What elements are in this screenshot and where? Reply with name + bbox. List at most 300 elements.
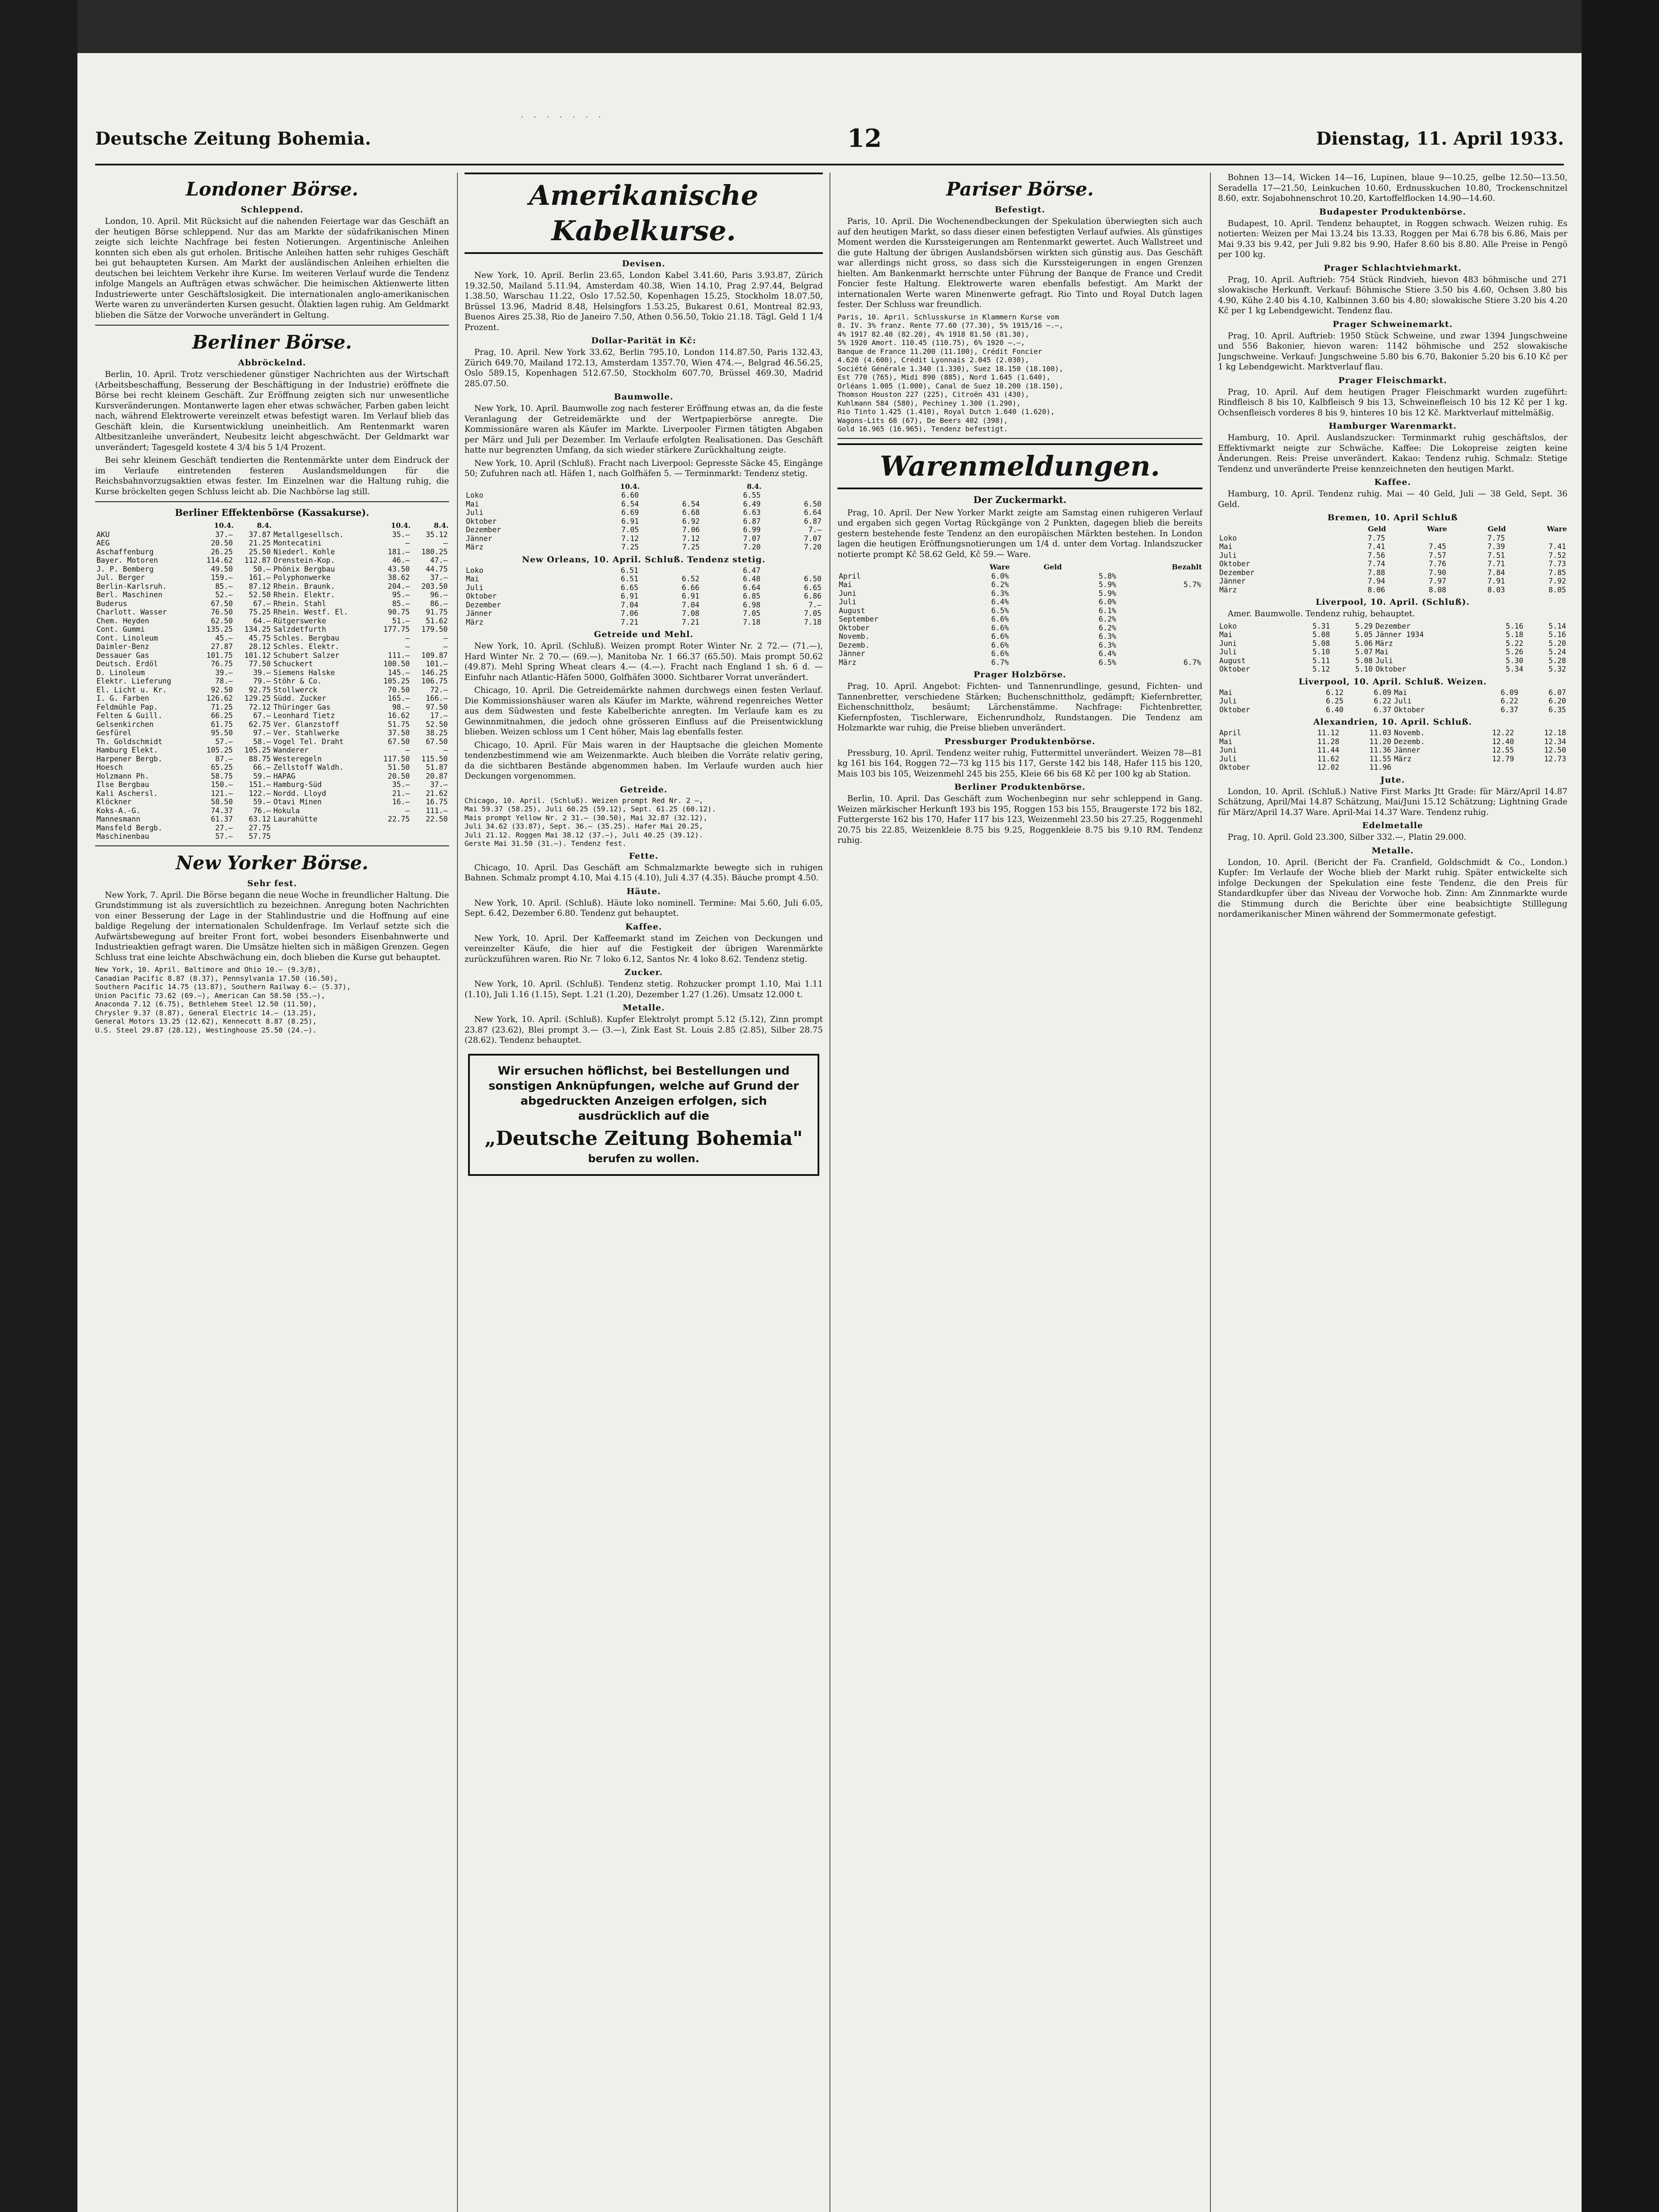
berlin-report: Berlin, 10. April. Trotz verschiedener günstiger Nachrichten aus der Wirtschaft (Arbeitsbeschaffung, Besserung der Beschäftigung in der Industrie) eröffnete die Börse bei recht kleinem Geschäft. Zur Eröffnung zeigten sich nur unwesentliche Kursveränderungen. Montanwerte lagen eher etwas schwächer, Farben gaben leicht nach, während Elektrowerte vereinzelt etwas befestigt waren. Im Verlauf blieb das Geschäft klein, die Kursentwicklung uneinheitlich. Am Rentenmarkt waren Altbesitzanleihe unverändert, Neubesitz leicht abgeschwächt. Der Geldmarkt war unverändert; Tagesgeld kostete 4 3/4 bis 5 1/4 Prozent. — [95, 370, 449, 452]
table-label-cell: August — [1219, 656, 1246, 665]
table-header: 10.4. — [214, 521, 234, 530]
table-value-cell: 7.41 — [1367, 542, 1385, 551]
table-value-cell: 37.50 — [388, 729, 410, 737]
table-row — [837, 658, 1202, 667]
table-label-cell: März — [466, 543, 484, 551]
table-header — [465, 482, 578, 492]
table-value-cell — [1506, 534, 1567, 543]
table-value-cell: 74.37 — [211, 806, 233, 815]
table-row — [95, 755, 449, 764]
pressburg-subheading: Pressburger Produktenbörse. — [944, 736, 1096, 746]
table-value-cell — [1010, 607, 1062, 615]
table-value-cell: 6.2% — [1098, 623, 1117, 632]
table-value-cell: 6.48 — [743, 575, 760, 583]
table-value-cell: 12.34 — [1544, 737, 1566, 746]
table-row — [1218, 568, 1567, 577]
table-value-cell: 12.73 — [1544, 754, 1566, 763]
table-value-cell: 117.50 — [383, 754, 410, 763]
table-label-cell: Juli — [1219, 697, 1237, 705]
newyork-quotes — [95, 965, 449, 1034]
table-label-cell: Jänner 1934 — [1375, 630, 1424, 639]
table-value-cell — [1118, 624, 1202, 633]
table-value-cell: 7.06 — [682, 526, 700, 534]
table-label-cell: Gesfürel — [96, 729, 132, 737]
table-label-cell: Mai — [1394, 688, 1407, 697]
table-label-cell: Dezember — [466, 526, 501, 534]
table-row — [465, 526, 823, 534]
table-value-cell — [762, 566, 823, 575]
table-label-cell: Südd. Zucker — [273, 694, 326, 703]
table-value-cell: 7.04 — [621, 600, 638, 609]
jute-report: London, 10. April. (Schluß.) Native First Marks Jtt Grade: für März/April 14.87 Schätzung, April/Mai 14.87 Schätzung, Mai/Juni 15.12 Schätzung; Lightning Grade für März/April 14.37 Ware. April-Mai 14.37 Ware. Tendenz ruhig. — [1218, 787, 1567, 817]
london-report: London, 10. April. Mit Rücksicht auf die nahenden Feiertage war das Geschäft an der heutigen Börse schleppend. Nur das am Markte der südafrikanischen Minen zeigte sich leichte Nachfrage bei festen Notierungen. Argentinische Anleihen konnten sich eben als gut erholen. Britische Anleihen hatten sehr ruhiges Geschäft bei gut behaupteten Kursen. Am Markt der ausländischen Anleihen erhielten die deutschen bei leichtem Verkehr ihre Kurse. Im weiteren Verlauf wurde die Tendenz infolge Mangels an Aufträgen etwas schwächer. Die heimischen Aktienwerte litten Industriewerte unter Geschäftslosigkeit. Die internationalen anglo-amerikanischen Werte waren zu unveränderten Kursen gesucht. Ölaktien lagen ruhig. Am Geldmarkt blieben die Sätze der Vorwoche unverändert in Geltung. — [95, 217, 449, 320]
table-header — [640, 482, 701, 492]
quote-line: Paris, 10. April. Schlusskurse in Klammern Kurse vom — [837, 312, 1059, 321]
quote-line: Thomson Houston 227 (225), Citroën 431 (430), — [837, 390, 1029, 399]
quote-line: Société Générale 1.340 (1.330), Suez 18.150 (18.100), — [837, 364, 1064, 373]
alexandrien-table — [1218, 729, 1567, 772]
table-row — [1218, 622, 1567, 631]
table-value-cell: 7.21 — [682, 618, 699, 626]
table-label-cell: April — [839, 572, 861, 580]
table-label-cell: Jänner — [839, 649, 865, 658]
table-value-cell: 61.37 — [211, 815, 233, 823]
table-row — [837, 580, 1202, 589]
baumwolle-report-2: New York, 10. April (Schluß). Fracht nach Liverpool: Gepresste Säcke 45, Eingänge 50; Zufuhren nach atl. Häfen 1, nach Golfhäfen 5. — Terminmarkt: Tendenz stetig. — [465, 458, 823, 478]
divider — [95, 501, 449, 502]
quote-line: Gerste Mai 31.50 (31.—). Tendenz fest. — [465, 839, 627, 848]
table-label-cell: Niederl. Kohle — [273, 547, 335, 556]
paris-quotes — [837, 313, 1202, 434]
quote-line: 5% 1920 Amort. 110.45 (110.75), 6% 1920 —.—, — [837, 338, 1025, 347]
liverpool2-table — [1218, 688, 1567, 714]
table-value-cell: 5.31 — [1312, 622, 1330, 630]
table-value-cell: 22.50 — [426, 815, 448, 823]
table-value-cell — [1118, 607, 1202, 615]
table-value-cell: 6.0% — [991, 572, 1009, 580]
table-label-cell: Schubert Salzer — [273, 651, 339, 660]
table-label-cell: Juni — [1219, 639, 1237, 648]
chicago-mais-report: Chicago, 10. April. Für Mais waren in der Hauptsache die gleichen Momente tendenzbestimmend wie am Weizenmarkte. Auch bleiben die Vorräte relativ gering, da die sichtbaren Bestände abgenommen haben. Im Verlaufe wurden auch hier Deckungen vorgenommen. — [465, 740, 823, 781]
table-label-cell: Dezember — [466, 600, 501, 609]
table-value-cell: 8.08 — [1429, 585, 1447, 594]
table-value-cell: 6.35 — [1548, 705, 1566, 714]
table-value-cell — [373, 824, 411, 833]
table-label-cell: Polyphonwerke — [273, 573, 331, 582]
table-value-cell: — — [405, 746, 410, 754]
table-label-cell: Maschinenbau — [96, 832, 150, 841]
table-value-cell: 12.22 — [1492, 729, 1514, 737]
table-value-cell: 51.62 — [426, 616, 448, 625]
table-value-cell: 6.7% — [991, 658, 1009, 667]
table-value-cell: 6.3% — [1098, 632, 1117, 641]
table-row — [1218, 586, 1567, 595]
table-value-cell: 179.50 — [421, 625, 448, 634]
table-value-cell: — — [405, 806, 410, 815]
table-label-cell: Oktober — [466, 592, 497, 600]
table-value-cell: 6.98 — [743, 600, 760, 609]
quote-line: Banque de France 11.200 (11.100), Crédit Foncier — [837, 347, 1042, 356]
table-label-cell: Juni — [1219, 746, 1237, 754]
table-value-cell — [1010, 632, 1062, 641]
table-label-cell: August — [839, 606, 865, 615]
table-value-cell: 5.12 — [1312, 665, 1330, 673]
table-value-cell: 20.87 — [426, 772, 448, 780]
table-label-cell: Mai — [1375, 648, 1389, 656]
table-label-cell: Berlin-Karlsruh. — [96, 582, 167, 591]
table-label-cell: Loko — [1219, 534, 1237, 542]
column-rule-1 — [457, 173, 458, 2212]
table-value-cell — [1463, 763, 1516, 772]
table-label-cell: Mai — [1219, 737, 1233, 746]
table-row — [95, 539, 449, 548]
table-header: 8.4. — [746, 482, 762, 491]
table-value-cell: 7.71 — [1487, 560, 1505, 568]
table-value-cell: 50.— — [253, 565, 271, 573]
table-value-cell: 6.6% — [991, 623, 1009, 632]
table-label-cell: Phönix Bergbau — [273, 565, 335, 573]
table-row — [95, 625, 449, 634]
table-value-cell — [1010, 615, 1062, 624]
table-value-cell: 5.10 — [1312, 648, 1330, 656]
page-number: 12 — [847, 124, 882, 153]
table-value-cell: 12.40 — [1492, 737, 1514, 746]
table-value-cell: 70.50 — [388, 685, 410, 694]
table-label-cell: März — [839, 658, 856, 667]
berlin-heading: Berliner Börse. — [192, 331, 352, 353]
table-value-cell: 5.34 — [1505, 665, 1524, 673]
table-value-cell: 75.25 — [249, 608, 271, 616]
column-2 — [465, 173, 823, 2212]
table-row — [95, 832, 449, 841]
kaffee-subheading: Kaffee. — [1374, 477, 1411, 487]
table-value-cell: 37.— — [215, 530, 233, 539]
advertisement-newspaper-name: „Deutsche Zeitung Bohemia" — [484, 1127, 803, 1150]
table-value-cell: 7.88 — [1367, 568, 1385, 577]
table-value-cell: 6.50 — [804, 575, 822, 583]
table-row — [837, 649, 1202, 658]
table-row — [95, 599, 449, 608]
table-label-cell: Kali Aschersl. — [96, 789, 158, 798]
table-value-cell — [1010, 649, 1062, 658]
table-value-cell: 76.— — [253, 806, 271, 815]
table-row — [95, 694, 449, 703]
holzboerse-report: Prag, 10. April. Angebot: Fichten- und Tannenrundlinge, gesund, Fichten- und Tannenbretter, verschiedene Stärken; Buchenschnittholz, gedämpft; Kiefernbretter, Eichenschnittholz, besäumt; Lärchenstämme. Nachfrage: Fichtenbretter, Kiefernpfosten, Tischlerware, Eichenrundholz, Rundstangen. Die Tendenz am Holzmarkte war ruhig, die Preise blieben unverändert. — [837, 682, 1202, 733]
quote-line: Kuhlmann 584 (580), Pechiney 1.300 (1.290), — [837, 399, 1021, 407]
liverpool-report: Amer. Baumwolle. Tendenz ruhig, behauptet. — [1228, 609, 1415, 618]
table-label-cell: Aschaffenburg — [96, 547, 154, 556]
table-row — [465, 618, 823, 627]
table-value-cell: 6.6% — [991, 641, 1009, 649]
table-value-cell: 97.— — [253, 729, 271, 737]
table-value-cell: 8.03 — [1487, 585, 1505, 594]
table-value-cell: 44.75 — [426, 565, 448, 573]
berlin-produkten-subheading: Berliner Produktenbörse. — [954, 782, 1086, 792]
table-label-cell: Hokula — [273, 806, 300, 815]
baumwolle-subheading: Baumwolle. — [614, 392, 674, 402]
quote-line: 8. IV. 3% franz. Rente 77.60 (77.30), 5% 1915/16 —.—, — [837, 321, 1064, 330]
table-value-cell: 7.08 — [682, 609, 699, 618]
table-value-cell: 95.50 — [211, 729, 233, 737]
table-label-cell: Oktober — [1394, 705, 1425, 714]
hamburg-report: Hamburg, 10. April. Auslandszucker: Terminmarkt ruhig geschäftslos, der Effektivmarkt neigte zur Schwäche. Kaffee: Die Lokopreise zeigten keine Änderungen. Reis: Preise unverändert. Kakao: Tendenz ruhig. Schmalz: Stetige Tendenz und unveränderte Preise kennzeichneten den heutigen Markt. — [1218, 433, 1567, 474]
table-value-cell: — — [405, 642, 410, 651]
table-header: Ware — [1427, 525, 1448, 533]
table-value-cell: 6.52 — [682, 575, 699, 583]
chicago-quotes — [465, 796, 823, 848]
table-row — [95, 668, 449, 677]
table-value-cell — [1515, 763, 1567, 772]
london-heading: Londoner Börse. — [185, 178, 359, 200]
hamburg-subheading: Hamburger Warenmarkt. — [1329, 421, 1457, 431]
table-value-cell: 7.92 — [1548, 577, 1566, 585]
table-value-cell: 5.29 — [1355, 622, 1373, 630]
table-value-cell: 5.05 — [1355, 630, 1373, 639]
newspaper-title: Deutsche Zeitung Bohemia. — [95, 128, 371, 149]
table-label-cell: Mai — [839, 580, 852, 589]
table-value-cell: — — [443, 746, 448, 754]
table-value-cell: 27.75 — [249, 823, 271, 832]
table-value-cell: 7.52 — [1548, 551, 1566, 560]
table-label-cell: D. Linoleum — [96, 668, 145, 677]
table-value-cell: 12.50 — [1544, 746, 1566, 754]
table-label-cell: Dessauer Gas — [96, 651, 150, 660]
table-value-cell: 46.— — [392, 556, 410, 565]
table-value-cell: 6.37 — [1501, 705, 1518, 714]
table-label-cell: Oktober — [1219, 763, 1250, 772]
table-value-cell: 6.2% — [991, 580, 1009, 589]
table-value-cell — [1010, 572, 1062, 581]
kassa-heading: Berliner Effektenbörse (Kassakurse). — [175, 507, 369, 518]
table-value-cell: 58.75 — [211, 772, 233, 780]
table-value-cell: 126.62 — [206, 694, 233, 703]
chicago-report: Chicago, 10. April. Die Getreidemärkte nahmen durchwegs einen festen Verlauf. Die Kommissionshäuser waren als Käufer im Markte, während regenreiches Wetter aus dem Südwesten und feste Kabelberichte anregten. Im Verlaufe kam es zu Gewinnmitnahmen, die jedoch ohne grösseren Einfluss auf die Preisentwicklung blieben. Weizen schloss um 1 Cent höher, Mais lag ebenfalls fester. — [465, 686, 823, 737]
table-label-cell: Otavi Minen — [273, 798, 322, 806]
table-label-cell: Juli — [1219, 648, 1237, 656]
table-row — [465, 517, 823, 526]
table-value-cell: 5.32 — [1548, 665, 1566, 673]
table-row — [95, 548, 449, 557]
edelmetalle-report: Prag, 10. April. Gold 23.300, Silber 332.—, Platin 29.000. — [1228, 833, 1467, 842]
table-label-cell: HAPAG — [273, 772, 296, 780]
table-label-cell: J. P. Bemberg — [96, 565, 154, 573]
table-value-cell: 7.73 — [1548, 560, 1566, 568]
table-value-cell: 65.25 — [211, 763, 233, 772]
table-value-cell: 5.22 — [1505, 639, 1524, 648]
table-value-cell: 114.62 — [206, 556, 233, 565]
table-value-cell: 21.25 — [249, 539, 271, 547]
table-header: Geld — [1044, 563, 1062, 571]
table-header — [837, 562, 953, 572]
table-value-cell: 101.12 — [244, 651, 271, 660]
masthead — [95, 124, 1564, 159]
table-value-cell: 5.07 — [1355, 648, 1373, 656]
table-value-cell: 35.12 — [426, 530, 448, 539]
table-value-cell: 88.75 — [249, 754, 271, 763]
table-value-cell: 63.12 — [249, 815, 271, 823]
table-row — [95, 530, 449, 539]
budapest-subheading: Budapester Produktenbörse. — [1319, 207, 1467, 217]
table-value-cell: 105.25 — [383, 677, 410, 685]
table-label-cell: Stöhr & Co. — [273, 677, 322, 685]
table-value-cell: 52.50 — [249, 591, 271, 599]
table-value-cell: 109.87 — [421, 651, 448, 660]
table-value-cell: 181.— — [388, 547, 410, 556]
table-value-cell: 100.50 — [383, 660, 410, 668]
table-label-cell: Dezemb. — [839, 641, 870, 649]
table-value-cell: 105.25 — [244, 746, 271, 754]
table-value-cell: 5.9% — [1098, 580, 1117, 589]
table-value-cell: 7.07 — [743, 534, 761, 543]
dollar-parity-report: Prag, 10. April. New York 33.62, Berlin 795.10, London 114.87.50, Paris 132.43, Zürich 649.70, Mailand 172.13, Amsterdam 1357.70, Wien 474.—, Belgrad 46.56.25, Oslo 589.15, Kopenhagen 512.67.50, Stockholm 607.70, Brüssel 469.30, Madrid 285.07.50. — [465, 348, 823, 388]
table-row — [465, 543, 823, 552]
table-value-cell: 6.91 — [621, 517, 639, 526]
table-label-cell: Oktober — [1219, 560, 1250, 568]
table-value-cell: 97.50 — [426, 703, 448, 711]
table-row — [1218, 755, 1567, 764]
table-value-cell: 6.64 — [804, 508, 822, 517]
table-label-cell: Ilse Bergbau — [96, 780, 150, 789]
table-value-cell: 6.64 — [743, 583, 760, 592]
table-row — [837, 598, 1202, 607]
table-value-cell: 105.25 — [206, 746, 233, 754]
continued-report: Bohnen 13—14, Wicken 14—16, Lupinen, blaue 9—10.25, gelbe 12.50—13.50, Seradella 17—21.50, Leinkuchen 10.60, Erdnusskuchen 10.80, Trockenschnitzel 8.60, extr. Sojabohnenschrot 10.20, Kartoffelflocken 14.90—14.60. — [1218, 173, 1567, 203]
quote-line: Union Pacific 73.62 (69.—), American Can 58.50 (55.—), — [95, 991, 326, 1000]
table-value-cell: 6.22 — [1374, 697, 1391, 705]
table-label-cell: Oktober — [839, 623, 870, 632]
table-value-cell — [1118, 598, 1202, 607]
table-value-cell: 64.— — [253, 616, 271, 625]
table-label-cell: Oktober — [466, 517, 497, 526]
table-value-cell: 7.12 — [621, 534, 639, 543]
table-value-cell: 6.50 — [804, 499, 822, 508]
table-label-cell: Jul. Berger — [96, 573, 145, 582]
table-value-cell: 78.— — [215, 677, 233, 685]
table-value-cell: 129.25 — [244, 694, 271, 703]
table-row — [95, 711, 449, 720]
table-value-cell: 111.— — [388, 651, 410, 660]
table-value-cell: 7.18 — [743, 618, 760, 626]
table-row — [1218, 534, 1567, 543]
table-value-cell — [640, 566, 701, 575]
table-row — [1218, 665, 1567, 674]
table-value-cell: 85.— — [392, 599, 410, 608]
table-label-cell: Daimler-Benz — [96, 642, 150, 651]
table-row — [95, 634, 449, 643]
table-row — [95, 565, 449, 574]
table-value-cell: 66.— — [253, 763, 271, 772]
table-value-cell — [411, 832, 449, 841]
table-label-cell: Juli — [1219, 551, 1237, 560]
table-label-cell: Siemens Halske — [273, 668, 335, 677]
zucker-subheading: Zucker. — [624, 968, 663, 977]
table-row — [837, 572, 1202, 581]
table-value-cell: 6.91 — [621, 592, 638, 600]
table-value-cell: 203.50 — [421, 582, 448, 591]
table-header: Geld — [1487, 525, 1506, 533]
table-value-cell: 101.75 — [206, 651, 233, 660]
table-value-cell: 204.— — [388, 582, 410, 591]
table-label-cell: März — [466, 618, 484, 626]
table-value-cell: 37.87 — [249, 530, 271, 539]
table-value-cell: 6.85 — [743, 592, 760, 600]
liverpool-table — [1218, 622, 1567, 674]
table-value-cell: 49.50 — [211, 565, 233, 573]
table-value-cell: 17.— — [430, 711, 448, 720]
masthead-rule — [95, 164, 1564, 165]
haeute-report: New York, 10. April. (Schluß). Häute loko nominell. Termine: Mai 5.60, Juli 6.05, Sept. 6.42, Dezember 6.80. Tendenz gut behauptet. — [465, 898, 823, 918]
table-label-cell: Juli — [466, 583, 484, 592]
table-label-cell: Vogel Tel. Draht — [273, 737, 344, 746]
table-value-cell: 98.— — [392, 703, 410, 711]
table-value-cell: 5.26 — [1505, 648, 1524, 656]
table-label-cell: Zellstoff Waldh. — [273, 763, 344, 772]
table-value-cell: 7.84 — [1487, 568, 1505, 577]
table-label-cell: Nordd. Lloyd — [273, 789, 326, 798]
table-value-cell: — — [405, 634, 410, 642]
quote-line: Est 770 (765), Midi 890 (885), Nord 1.645 (1.640), — [837, 373, 1051, 381]
table-value-cell: 7.07 — [804, 534, 822, 543]
table-value-cell: 106.75 — [421, 677, 448, 685]
table-row — [465, 601, 823, 610]
table-value-cell: 6.0% — [1098, 598, 1117, 606]
table-value-cell: 6.55 — [743, 491, 761, 499]
table-value-cell: 72.— — [430, 685, 448, 694]
bremen-table — [1218, 524, 1567, 594]
table-value-cell: 51.75 — [388, 720, 410, 729]
table-value-cell: 6.4% — [991, 598, 1009, 606]
table-label-cell: Mai — [1219, 630, 1233, 639]
table-label-cell: Th. Goldschmidt — [96, 737, 163, 746]
newyork-report: New York, 7. April. Die Börse begann die neue Woche in freundlicher Haltung. Die Grundstimmung ist als zuversichtlich zu bezeichnen. Anregung boten Nachrichten von einer Besserung der Lage in der Stahlindustrie und die Hoffnung auf eine baldige Regelung der internationalen Schuldenfrage. Im Verlauf setzte sich die Aufwärtsbewegung auf breiter Front fort, wobei besonders Eisenbahnwerte und Industrieaktien gefragt waren. Die Umsätze hielten sich in mäßigen Grenzen. Gegen Schluss trat eine leichte Abschwächung ein, doch blieben die Kurse gut behauptet. — [95, 890, 449, 962]
quote-line: Southern Pacific 14.75 (13.87), Southern Railway 6.— (5.37), — [95, 983, 351, 991]
column-3 — [837, 173, 1202, 2212]
table-value-cell — [1118, 649, 1202, 658]
fleischmarkt-subheading: Prager Fleischmarkt. — [1338, 375, 1447, 385]
getreide2-subheading: Getreide. — [620, 784, 668, 795]
table-value-cell: 6.20 — [1548, 697, 1566, 705]
liverpool2-subheading: Liverpool, 10. April. Schluß. Weizen. — [1298, 676, 1487, 687]
table-label-cell — [272, 832, 373, 841]
table-value-cell: 5.16 — [1505, 622, 1524, 630]
dollar-parity-subheading: Dollar-Parität in Kč: — [591, 336, 696, 346]
table-row — [95, 815, 449, 824]
table-row — [465, 534, 823, 543]
table-label-cell: Deutsch. Erdöl — [96, 660, 158, 668]
scan-border-left — [0, 0, 77, 2212]
schweinemarkt-report: Prag, 10. April. Auftrieb: 1950 Stück Schweine, und zwar 1394 Jungschweine und 556 Bakonier, hievon waren: 1142 böhmische und 252 slowakische Jungschweine. Verkauf: Jungschweine 5.80 bis 6.70, Bakonier 5.20 bis 6.10 Kč per 1 kg Lebendgewicht. Marktverlauf flau. — [1218, 331, 1567, 372]
table-label-cell: Felten & Guill. — [96, 711, 163, 720]
table-label-cell: AEG — [96, 539, 110, 547]
table-value-cell: 6.60 — [621, 491, 639, 499]
quote-line: Gold 16.965 (16.965), Tendenz befestigt. — [837, 425, 1008, 433]
table-value-cell: 37.— — [430, 573, 448, 582]
table-row — [95, 720, 449, 729]
table-value-cell: 150.— — [211, 780, 233, 789]
table-value-cell: 145.— — [388, 668, 410, 677]
table-header: Geld — [1367, 525, 1386, 533]
table-label-cell: Oktober — [1219, 705, 1250, 714]
table-label-cell: März — [1394, 754, 1412, 763]
table-label-cell: Jänner — [466, 609, 492, 618]
table-row — [837, 624, 1202, 633]
table-header: 10.4. — [391, 521, 411, 530]
table-value-cell — [1386, 534, 1448, 543]
table-label-cell: September — [839, 615, 879, 623]
table-value-cell: 45.— — [215, 634, 233, 642]
baumwolle-neworleans-table — [465, 566, 823, 627]
table-value-cell: 90.75 — [388, 608, 410, 616]
